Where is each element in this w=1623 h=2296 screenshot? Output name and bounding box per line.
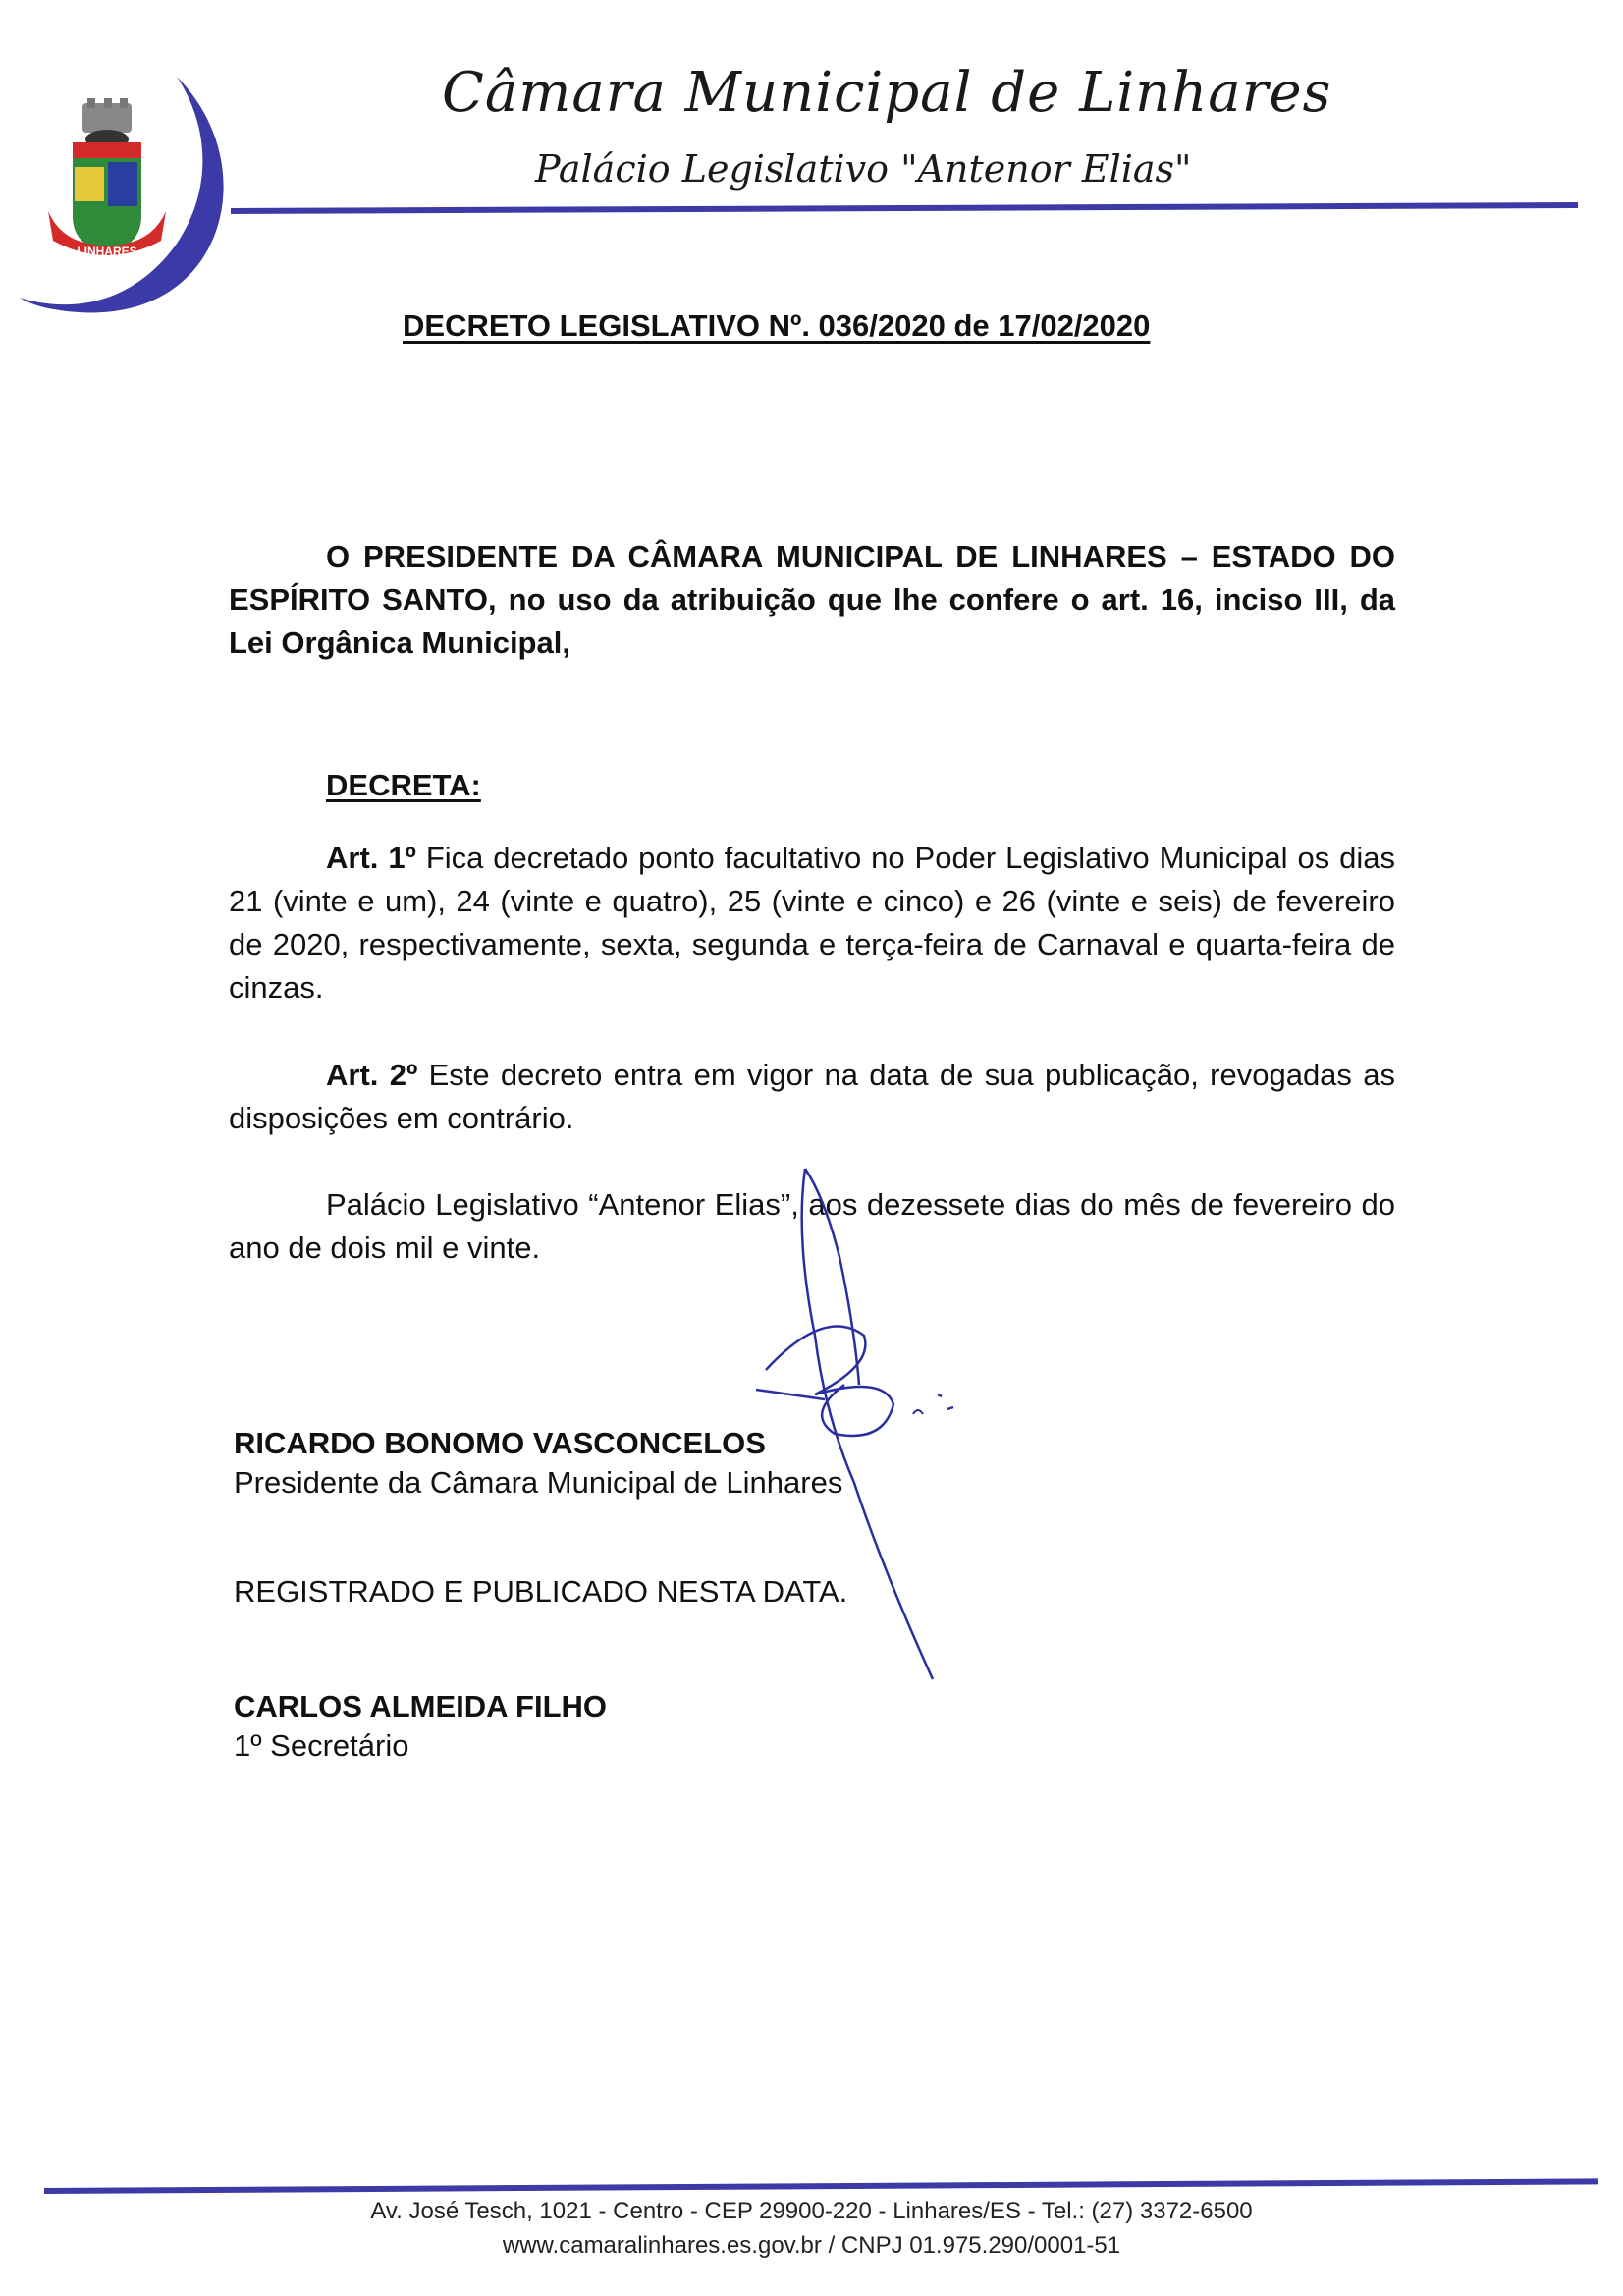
signatory-2 [234, 1687, 607, 1766]
signatory-2-name: CARLOS ALMEIDA FILHO [234, 1689, 608, 1723]
signatory-1-name: RICARDO BONOMO VASCONCELOS [234, 1426, 766, 1460]
footer-address: Av. José Tesch, 1021 - Centro - CEP 29900-220 - Linhares/ES - Tel.: (27) 3372-6500 [370, 2198, 1253, 2224]
header-divider [231, 202, 1578, 214]
article-2-label: Art. 2º [326, 1058, 418, 1092]
article-2 [229, 1054, 1395, 1140]
decree-title: DECRETO LEGISLATIVO Nº. 036/2020 de 17/02/2020 [403, 308, 1151, 343]
article-1-text: Fica decretado ponto facultativo no Poder Legislativo Municipal os dias 21 (vinte e um), 24 (vinte e quatro), 25 (vinte e cinco) e 26 (vinte e seis) de fevereiro de 2020, respectivamente, sexta, segunda e terça-feira de Carnaval e quarta-feira de cinzas. [229, 841, 1395, 1005]
closing-paragraph: Palácio Legislativo “Antenor Elias”, aos dezessete dias do mês de fevereiro do ano de dois mil e vinte. [229, 1187, 1395, 1265]
article-1-label: Art. 1º [326, 841, 416, 875]
decreta-heading: DECRETA: [326, 768, 481, 802]
institution-subtitle: Palácio Legislativo "Antenor Elias" [535, 147, 1192, 191]
institution-name: Câmara Municipal de Linhares [442, 61, 1332, 125]
signatory-1-role: Presidente da Câmara Municipal de Linhares [234, 1465, 843, 1500]
handwritten-signature [746, 1159, 982, 1689]
signatory-2-role: 1º Secretário [234, 1728, 409, 1763]
article-1 [229, 837, 1395, 1010]
registration-note: REGISTRADO E PUBLICADO NESTA DATA. [234, 1574, 848, 1609]
coat-of-arms-logo [43, 98, 181, 265]
footer-website-cnpj: www.camaralinhares.es.gov.br / CNPJ 01.975.290/0001-51 [502, 2232, 1121, 2259]
footer-divider [44, 2178, 1598, 2194]
article-2-text: Este decreto entra em vigor na data de sua publicação, revogadas as disposições em contrário. [229, 1058, 1395, 1135]
intro-paragraph: O PRESIDENTE DA CÂMARA MUNICIPAL DE LINHARES – ESTADO DO ESPÍRITO SANTO, no uso da atribuição que lhe confere o art. 16, inciso III, da Lei Orgânica Municipal, [229, 539, 1395, 660]
logo-text: LINHARES [77, 245, 137, 258]
